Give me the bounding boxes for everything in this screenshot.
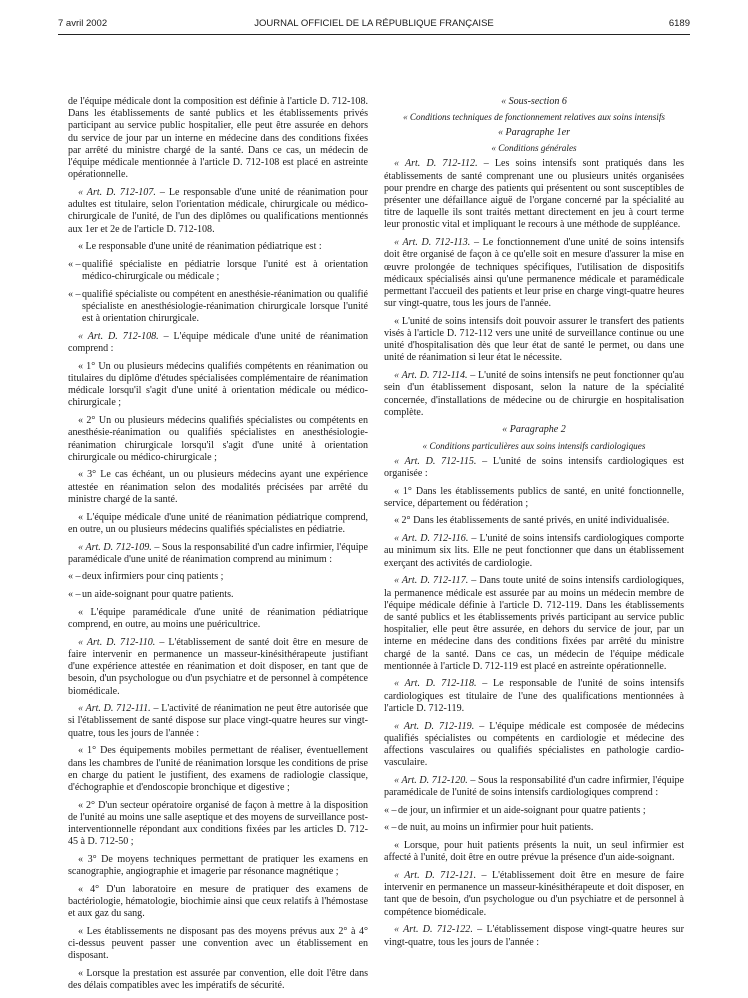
article-text: – L'établissement doit être en mesure de faire intervenir en permanence un masseur-kinésithérapeute et doit disposer, en tant que de besoin, d'un psychologue ou d'un psychiatre et de personnel à compétence biomédicale. xyxy=(384,870,684,918)
article-paragraph xyxy=(384,533,684,570)
article-paragraph xyxy=(384,775,684,799)
article-text: – L'unité de soins intensifs ne peut fonctionner qu'au sein d'un établissement disposant, selon la nature de la spécialité concernée, d'installations de médecine ou de chirurgie en hospitalisation complète. xyxy=(384,370,685,418)
section-heading: « Paragraphe 1er xyxy=(498,127,570,139)
list-dash: « – xyxy=(68,288,81,300)
article-paragraph xyxy=(68,637,368,698)
list-item xyxy=(68,259,368,283)
article-reference: « Art. D. 712-119. xyxy=(394,720,475,732)
article-text: – Les soins intensifs sont pratiqués dans les établissements de santé comprenant une ou plusieurs unités organisées pour prendre en charge des patients qui présentent ou sont susceptibles de présenter une défaillance aiguë de l'organe concerné par la spécialité au titre de laquelle ils sont traités mettant directement en jeu à court terme leur pronostic vital et impliquant le recours à une méthode de suppléance. xyxy=(384,158,684,231)
body-paragraph: « 3° Le cas échéant, un ou plusieurs médecins ayant une expérience attestée en réanimation selon des modalités précisées par arrêté du ministre chargé de la santé. xyxy=(68,469,368,505)
list-dash: « – xyxy=(68,571,81,583)
body-paragraph: « L'équipe médicale d'une unité de réanimation pédiatrique comprend, en outre, un ou plusieurs médecins qualifiés spécialistes en pédiatrie. xyxy=(68,511,368,535)
section-heading: « Conditions techniques de fonctionnement relatives aux soins intensifs xyxy=(403,112,665,123)
body-paragraph: « Les établissements ne disposant pas des moyens prévus aux 2° à 4° ci-dessus peuvent passer une convention avec un établissement en disposant. xyxy=(68,925,368,962)
article-text: – Le responsable d'une unité de réanimation pour adultes est titulaire, selon l'orientation médicale, chirurgicale ou médico-chirurgicale de l'unité, de l'un des diplômes ou qualifications mentionnés aux 1er et 2e de l'article D. 712-108. xyxy=(68,186,368,235)
article-reference: « Art. D. 712-118. xyxy=(394,678,477,690)
article-text: – L'établissement de santé doit être en mesure de faire intervenir en permanence un masseur-kinésithérapeute justifiant d'une expérience attestée en réanimation et doit disposer, en tant que de besoin, d'un psychologue ou d'un psychiatre et de personnel à compétence biomédicale. xyxy=(68,636,368,697)
article-reference: « Art. D. 712-110. xyxy=(78,636,156,648)
section-heading: « Sous-section 6 xyxy=(501,96,567,107)
article-reference: « Art. D. 712-112. xyxy=(394,158,478,170)
article-paragraph xyxy=(384,370,684,419)
article-paragraph xyxy=(68,703,368,740)
list-dash: « – xyxy=(384,804,397,816)
article-text: – L'équipe médicale d'une unité de réanimation comprend : xyxy=(68,330,368,355)
list-item-text: un aide-soignant pour quatre patients. xyxy=(82,589,234,601)
article-reference: « Art. D. 712-117. xyxy=(394,575,469,587)
list-item-text: de nuit, au moins un infirmier pour huit patients. xyxy=(398,822,594,834)
article-reference: « Art. D. 712-116. xyxy=(394,533,469,545)
header-page-number: 6189 xyxy=(668,18,690,29)
list-item-text: qualifié spécialiste en pédiatrie lorsque l'unité est à orientation médico-chirurgicale ou médicale ; xyxy=(82,258,368,283)
list-item-text: qualifié spécialiste ou compétent en anesthésie-réanimation ou qualifié spécialiste en anesthésiologie-réanimation chirurgicale lorsque l'unité est à orientation chirurgicale. xyxy=(82,288,368,325)
header-rule xyxy=(58,34,690,35)
article-reference: « Art. D. 712-115. xyxy=(394,455,477,467)
article-paragraph xyxy=(384,870,684,919)
article-reference: « Art. D. 712-107. xyxy=(78,186,156,198)
article-paragraph xyxy=(384,456,684,480)
article-reference: « Art. D. 712-113. xyxy=(394,237,471,249)
article-text: – Sous la responsabilité d'un cadre infirmier, l'équipe paramédicale d'une unité de réanimation comprend au minimum : xyxy=(68,541,369,565)
body-paragraph: « Lorsque, pour huit patients présents la nuit, un seul infirmier est affecté à l'unité, doit être en outre prévue la présence d'un aide-soignant. xyxy=(384,840,684,864)
article-paragraph xyxy=(384,721,684,770)
article-text: – Dans toute unité de soins intensifs cardiologiques, la permanence médicale est assurée par au moins un médecin membre de l'équipe médicale définie à l'article D. 712-119. Dans les établissements de santé publics et les établissements privés participant au service public hospitalier, elle peut être assurée, en dehors du service de jour, par un interne en médecine dans des conditions fixées par arrêté du ministre chargé de la santé. Dans ce cas, un médecin de l'équipe médicale mentionnée à l'article D. 712-119 est placé en astreinte opérationnelle. xyxy=(384,575,684,672)
section-heading: « Paragraphe 2 xyxy=(502,424,566,436)
body-paragraph: « 2° Dans les établissements de santé privés, en unité individualisée. xyxy=(394,515,670,527)
article-reference: « Art. D. 712-120. xyxy=(394,774,468,786)
article-paragraph xyxy=(384,924,684,948)
article-paragraph xyxy=(68,331,368,355)
article-text: – Le responsable de l'unité de soins intensifs cardiologiques est titulaire de l'une des qualifications mentionnées à l'article D. 712-119. xyxy=(384,678,684,714)
body-paragraph: « 3° De moyens techniques permettant de pratiquer les examens en scanographie, angiographie et imagerie par résonance magnétique ; xyxy=(68,853,368,878)
article-text: – L'activité de réanimation ne peut être autorisée que si l'établissement de santé dispose sur place vingt-quatre heures sur vingt-quatre, tous les jours de l'année : xyxy=(68,703,368,739)
list-item xyxy=(384,805,684,817)
article-paragraph xyxy=(384,158,684,231)
article-paragraph xyxy=(384,678,684,715)
header-title: JOURNAL OFFICIEL DE LA RÉPUBLIQUE FRANÇAISE xyxy=(254,18,494,29)
body-paragraph: « Lorsque la prestation est assurée par convention, elle doit l'être dans des délais compatibles avec les impératifs de sécurité. xyxy=(68,968,368,992)
body-paragraph: « 1° Des équipements mobiles permettant de réaliser, éventuellement dans les chambres de l'unité de réanimation lorsque les conditions de prise en charge du patient le justifient, des examens de radiologie classique, d'échographie et d'endoscopie bronchique et digestive ; xyxy=(68,745,368,793)
right-column xyxy=(384,96,684,954)
list-dash: « – xyxy=(384,822,397,834)
body-paragraph: « 2° D'un secteur opératoire organisé de façon à mettre à la disposition de l'unité au moins une salle aseptique et des moyens de surveillance post-interventionnelle répondant aux conditions fixées par les articles D. 712-45 à D. 712-50 ; xyxy=(68,799,368,848)
body-paragraph: « 1° Dans les établissements publics de santé, en unité fonctionnelle, service, département ou fédération ; xyxy=(384,485,684,509)
list-item xyxy=(68,589,368,601)
article-text: – Sous la responsabilité d'un cadre infirmier, l'équipe paramédicale de l'unité de soins intensifs cardiologiques comprend : xyxy=(384,774,685,799)
body-paragraph: « 4° D'un laboratoire en mesure de pratiquer des examens de bactériologie, hématologie, biochimie ainsi que ceux relatifs à l'hémostase et aux gaz du sang. xyxy=(68,883,368,920)
list-item-text: deux infirmiers pour cinq patients ; xyxy=(82,571,224,583)
list-item xyxy=(68,571,368,583)
body-paragraph: de l'équipe médicale dont la composition est définie à l'article D. 712-108. Dans les établissements de santé publics et les établissements privés participant au service public hospitalier, elle peut être assurée en dehors du service de jour par un interne en médecine dans des conditions fixées par arrêté du ministre chargé de la santé. Dans ce cas, un médecin de l'équipe médicale mentionnée à l'article D. 712-108 est placé en astreinte opérationnelle. xyxy=(68,96,368,181)
article-text: – L'unité de soins intensifs cardiologiques comporte au minimum six lits. Elle ne peut fonctionner que dans un établissement exerçant des activités de cardiologie. xyxy=(384,533,685,569)
body-paragraph: « L'équipe paramédicale d'une unité de réanimation pédiatrique comprend, en outre, au moins une puéricultrice. xyxy=(68,606,368,631)
article-reference: « Art. D. 712-108. xyxy=(78,330,159,342)
section-heading: « Conditions générales xyxy=(491,143,577,154)
body-paragraph: « 2° Un ou plusieurs médecins qualifiés spécialistes ou compétents en anesthésie-réanimation ou qualifiés spécialistes en anesthésiologie-réanimation chirurgicale lorsqu'il s'agit d'une unité à orientation chirurgicale ou médico-chirurgicale ; xyxy=(68,415,368,463)
article-paragraph xyxy=(68,542,368,566)
article-text: – L'établissement dispose vingt-quatre heures sur vingt-quatre, tous les jours de l'année : xyxy=(384,924,684,948)
article-text: – Le fonctionnement d'une unité de soins intensifs doit être organisé de façon à ce qu'elle soit en mesure d'assurer la mise en œuvre prolongée de techniques spécifiques, l'utilisation de dispositifs médicaux spécialisés ainsi qu'une permanence médicale et paramédicale permettant l'accueil des patients et leur prise en charge vingt-quatre heures sur vingt-quatre, tous les jours de l'année. xyxy=(384,237,684,310)
article-paragraph xyxy=(68,187,368,236)
article-reference: « Art. D. 712-122. xyxy=(394,924,473,936)
article-reference: « Art. D. 712-114. xyxy=(394,370,468,382)
article-paragraph xyxy=(384,575,684,673)
article-reference: « Art. D. 712-121. xyxy=(394,870,477,882)
list-item-text: de jour, un infirmier et un aide-soignant pour quatre patients ; xyxy=(398,804,646,816)
section-heading: « Conditions particulières aux soins intensifs cardiologiques xyxy=(422,440,646,451)
article-reference: « Art. D. 712-109. xyxy=(78,541,152,553)
article-text: – L'équipe médicale est composée de médecins qualifiés spécialistes ou compétents en cardiologie et médecine des affections vasculaires ou qualifiés spécialistes en pathologie cardio-vasculaire. xyxy=(384,720,684,769)
page-header xyxy=(58,18,690,34)
body-paragraph: « L'unité de soins intensifs doit pouvoir assurer le transfert des patients visés à l'article D. 712-112 vers une unité de surveillance continue ou une unité d'hospitalisation dès que leur état de santé le permet, ou dans une unité de réanimation si leur état le nécessite. xyxy=(384,315,684,364)
left-column xyxy=(68,96,368,998)
header-date: 7 avril 2002 xyxy=(58,18,108,29)
list-item xyxy=(68,289,368,326)
body-paragraph: « Le responsable d'une unité de réanimation pédiatrique est : xyxy=(78,241,322,253)
list-dash: « – xyxy=(68,258,81,270)
article-text: – L'unité de soins intensifs cardiologiques est organisée : xyxy=(384,455,685,479)
list-dash: « – xyxy=(68,589,81,601)
article-paragraph xyxy=(384,237,684,310)
body-paragraph: « 1° Un ou plusieurs médecins qualifiés compétents en réanimation ou titulaires du diplôme d'études spécialisées complémentaire de réanimation médicale lorsqu'il s'agit d'une unité à orientation médicale ou médico-chirurgicale ; xyxy=(68,360,368,409)
article-reference: « Art. D. 712-111. xyxy=(78,703,151,715)
list-item xyxy=(384,822,684,834)
